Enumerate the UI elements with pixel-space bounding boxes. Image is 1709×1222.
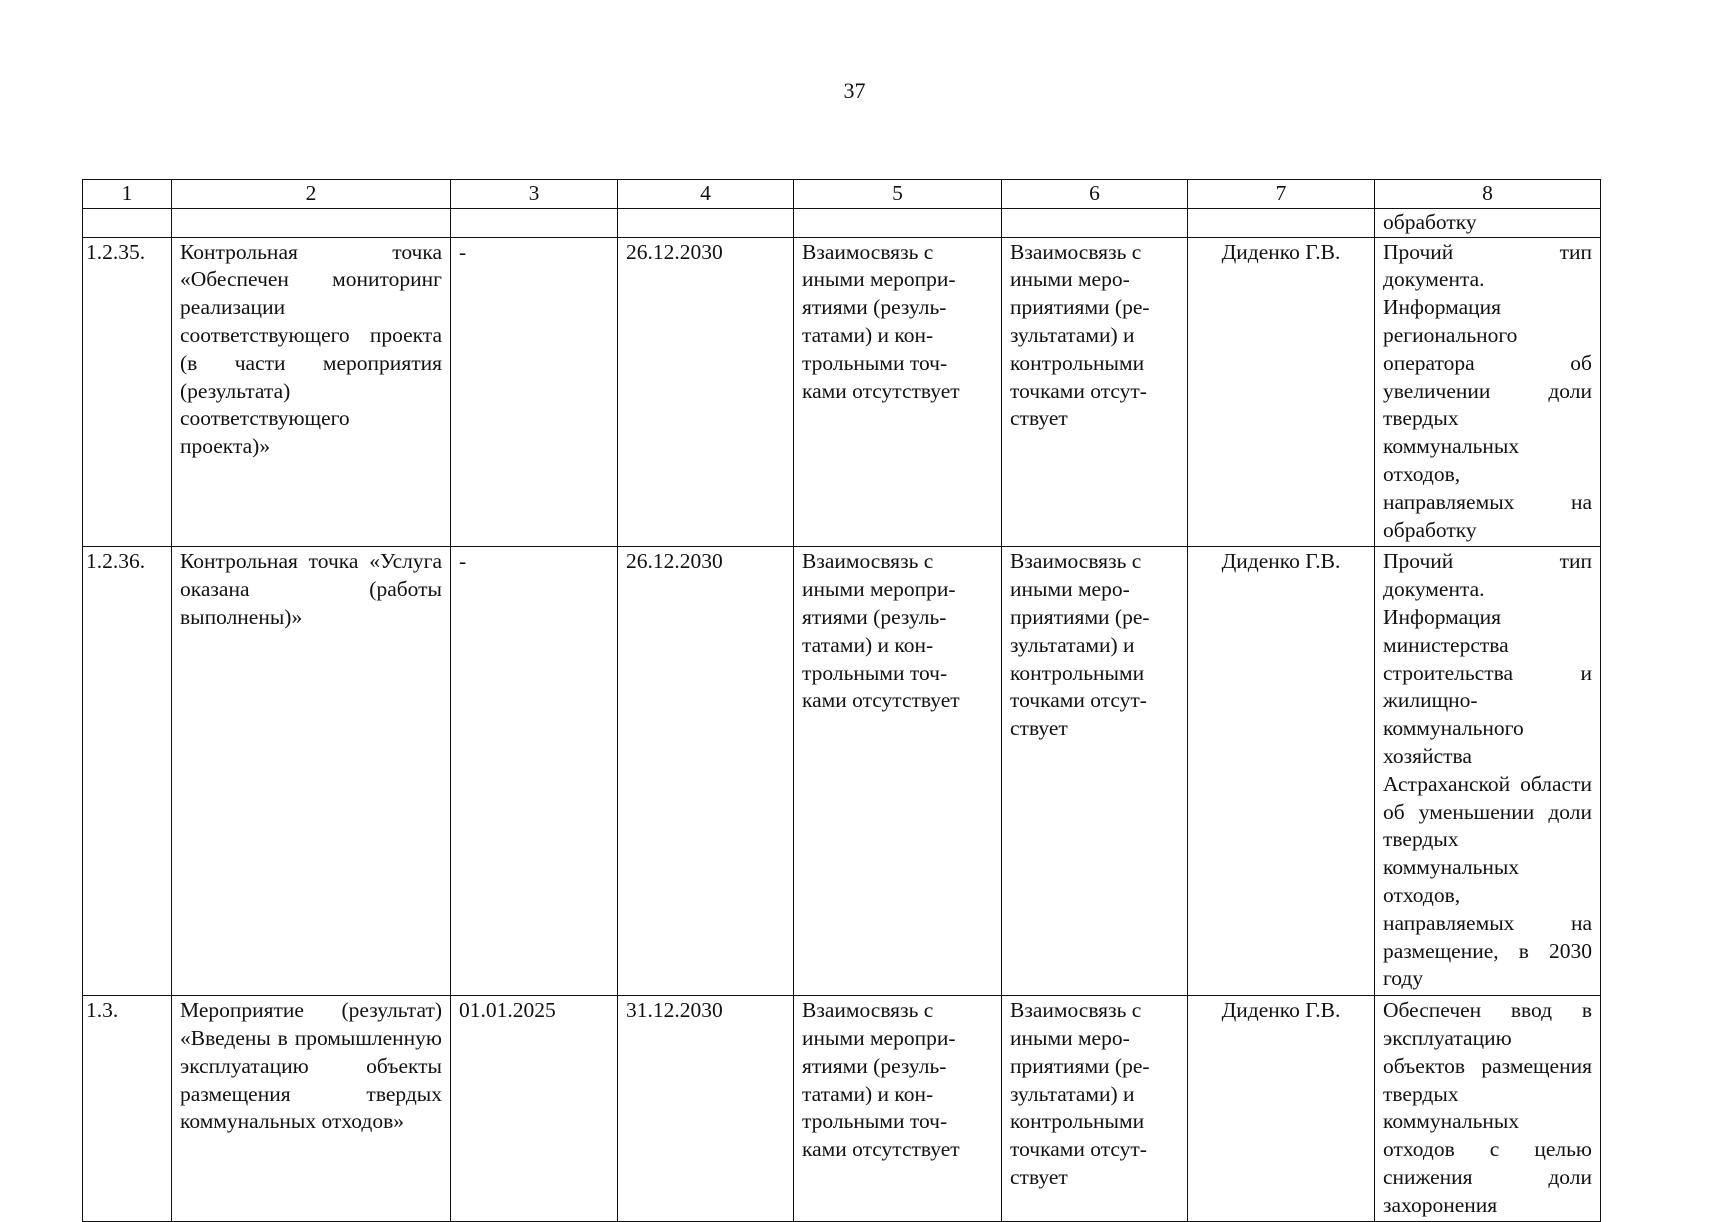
row-end-date: 26.12.2030 <box>618 237 794 547</box>
text-line: ятиями (резуль- <box>802 295 947 320</box>
table-row <box>83 547 1601 996</box>
text-line: иными меропри- <box>802 577 956 602</box>
table-row <box>83 237 1601 547</box>
text-line: Взаимосвязь с <box>802 549 934 574</box>
row-successors <box>1002 237 1188 547</box>
row-number: 1.2.35. <box>83 237 172 547</box>
continuation-cell <box>172 208 451 237</box>
table-header-row <box>83 180 1601 209</box>
row-number: 1.3. <box>83 996 172 1222</box>
row-start-date: 01.01.2025 <box>451 996 618 1222</box>
text-line: татами) и кон- <box>802 322 934 347</box>
header-col-5: 5 <box>794 180 1002 209</box>
plan-table <box>82 179 1601 1222</box>
continuation-cell <box>618 208 794 237</box>
text-line: иными меропри- <box>802 267 956 292</box>
header-col-3: 3 <box>451 180 618 209</box>
text-line: Взаимосвязь с <box>802 998 934 1023</box>
row-start-date: - <box>451 237 618 547</box>
text-line: Взаимосвязь с <box>1010 998 1142 1023</box>
row-end-date: 31.12.2030 <box>618 996 794 1222</box>
header-col-6: 6 <box>1002 180 1188 209</box>
text-line: Взаимосвязь с <box>802 239 934 264</box>
text-line: ствует <box>1010 1164 1068 1189</box>
continuation-cell <box>1002 208 1188 237</box>
continuation-doc-cell: обработку <box>1375 208 1601 237</box>
text-line: ками отсутствует <box>802 378 960 403</box>
text-line: татами) и кон- <box>802 632 934 657</box>
row-document: Прочий тип документа. Информация регионального оператора об увеличении доли твердых коммунальных отходов, направляемых на обработку <box>1375 237 1601 547</box>
row-number: 1.2.36. <box>83 547 172 996</box>
row-executor: Диденко Г.В. <box>1188 996 1375 1222</box>
page-number: 37 <box>843 78 866 103</box>
text-line: татами) и кон- <box>802 1081 934 1106</box>
text-line: контрольными <box>1010 1109 1145 1134</box>
text-line: иными меро- <box>1010 267 1130 292</box>
row-predecessors <box>794 237 1002 547</box>
text-line: ками отсутствует <box>802 688 960 713</box>
text-line: контрольными <box>1010 350 1145 375</box>
row-document: Прочий тип документа. Информация министерства строительства и жилищно-коммунального хозяйства Астраханской области об уменьшении доли твердых коммунальных отходов, направляемых на размещение, в 2030 году <box>1375 547 1601 996</box>
row-name: Мероприятие (результат) «Введены в промышленную эксплуатацию объекты размещения твердых коммунальных отходов» <box>172 996 451 1222</box>
continuation-cell <box>451 208 618 237</box>
text-line: Взаимосвязь с <box>1010 549 1142 574</box>
text-line: зультатами) и <box>1010 1081 1135 1106</box>
row-executor: Диденко Г.В. <box>1188 547 1375 996</box>
text-line: зультатами) и <box>1010 322 1135 347</box>
continuation-cell <box>83 208 172 237</box>
text-line: трольными точ- <box>802 350 948 375</box>
text-line: ятиями (резуль- <box>802 604 947 629</box>
header-col-4: 4 <box>618 180 794 209</box>
row-predecessors <box>794 547 1002 996</box>
text-line: точками отсут- <box>1010 688 1147 713</box>
text-line: ятиями (резуль- <box>802 1053 947 1078</box>
row-end-date: 26.12.2030 <box>618 547 794 996</box>
text-line: трольными точ- <box>802 1109 948 1134</box>
text-line: ствует <box>1010 406 1068 431</box>
text-line: ствует <box>1010 716 1068 741</box>
text-line: зультатами) и <box>1010 632 1135 657</box>
continuation-cell <box>1188 208 1375 237</box>
header-col-7: 7 <box>1188 180 1375 209</box>
text-line: контрольными <box>1010 660 1145 685</box>
row-executor: Диденко Г.В. <box>1188 237 1375 547</box>
table-row <box>83 996 1601 1222</box>
row-successors <box>1002 547 1188 996</box>
text-line: точками отсут- <box>1010 378 1147 403</box>
row-document: Обеспечен ввод в эксплуатацию объектов размещения твердых коммунальных отходов с целью снижения доли захоронения <box>1375 996 1601 1222</box>
row-predecessors <box>794 996 1002 1222</box>
text-line: Взаимосвязь с <box>1010 239 1142 264</box>
header-col-8: 8 <box>1375 180 1601 209</box>
header-col-1: 1 <box>83 180 172 209</box>
header-col-2: 2 <box>172 180 451 209</box>
text-line: иными меро- <box>1010 1025 1130 1050</box>
row-name: Контрольная точка «Услуга оказана (работы выполнены)» <box>172 547 451 996</box>
text-line: трольными точ- <box>802 660 948 685</box>
continuation-row <box>83 208 1601 237</box>
text-line: иными меро- <box>1010 577 1130 602</box>
row-successors <box>1002 996 1188 1222</box>
continuation-cell <box>794 208 1002 237</box>
text-line: приятиями (ре- <box>1010 604 1150 629</box>
text-line: приятиями (ре- <box>1010 1053 1150 1078</box>
text-line: ками отсутствует <box>802 1137 960 1162</box>
text-line: точками отсут- <box>1010 1137 1147 1162</box>
text-line: приятиями (ре- <box>1010 295 1150 320</box>
text-line: иными меропри- <box>802 1025 956 1050</box>
row-start-date: - <box>451 547 618 996</box>
row-name: Контрольная точка «Обеспечен мониторинг реализации соответствующего проекта (в части мероприятия (результата) соответствующего проекта)» <box>172 237 451 547</box>
